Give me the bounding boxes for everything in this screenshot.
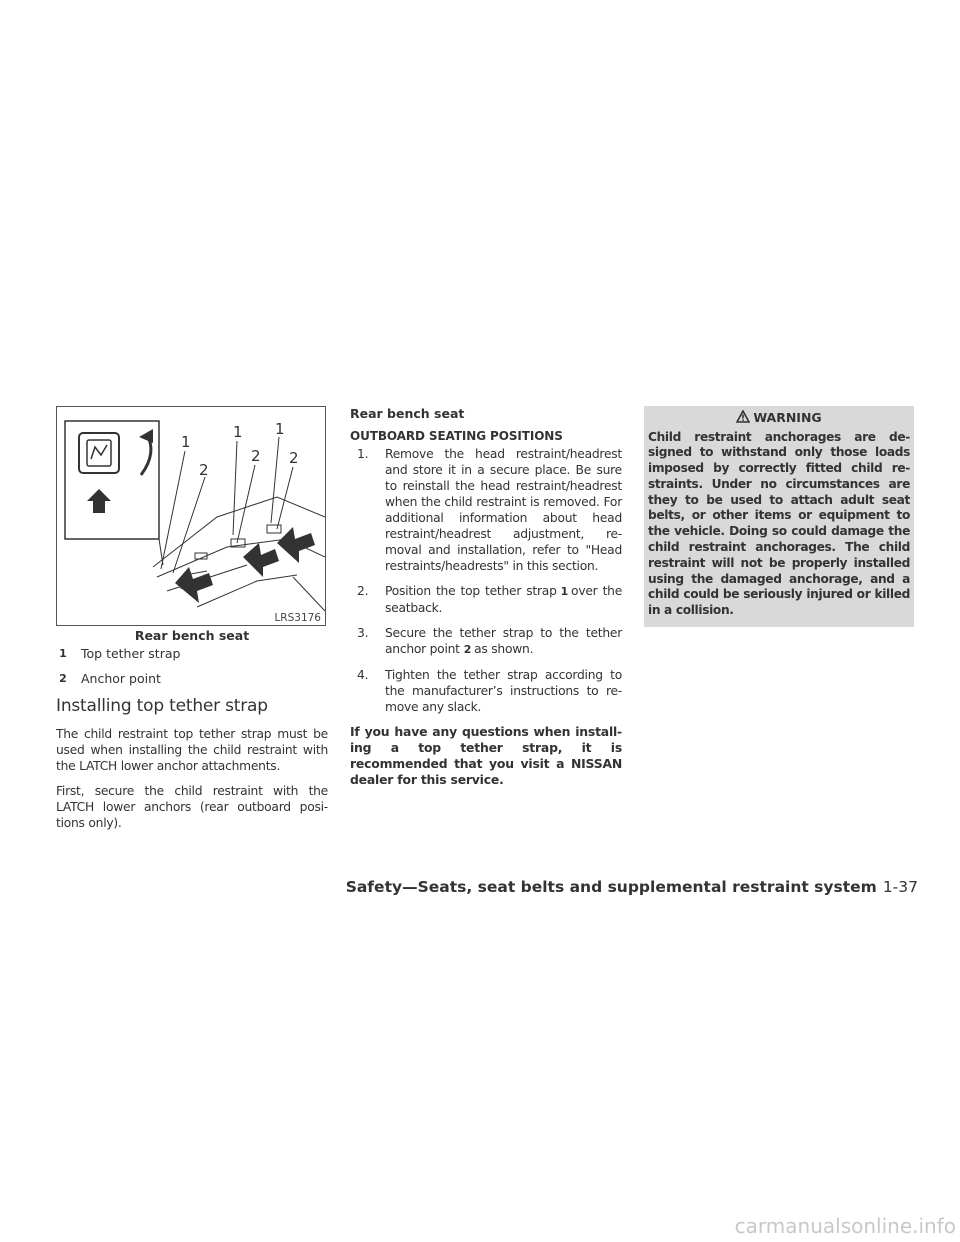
inline-callout-number: 2 [463,643,472,656]
seat-illustration [57,407,325,625]
warning-box [644,406,914,627]
step-item [350,583,622,616]
warning-title: WARNING [753,410,822,425]
legend-label: Top tether strap [81,646,181,661]
step-text: Position the top tether strap [385,584,557,598]
legend-item [56,671,328,687]
step-text: Tighten the tether strap according to the manufacturer’s instructions to re-move any slack. [385,668,622,714]
step-text: as shown. [474,642,534,656]
seat-anchor-figure [56,406,326,626]
step-item [350,667,622,715]
legend-number: 2 [59,672,67,685]
step-item [350,625,622,658]
caps-heading: OUTBOARD SEATING POSITIONS [350,429,563,443]
figure-code: LRS3176 [274,612,321,624]
page-number: 1-37 [882,878,918,896]
callout-1b: 1 [233,423,243,441]
callout-2b: 2 [251,447,261,465]
callout-2c: 2 [289,449,299,467]
steps-list [350,446,622,715]
callout-2a: 2 [199,461,209,479]
subheading: Rear bench seat [350,406,465,421]
warning-triangle-icon [736,408,750,430]
callout-1c: 1 [275,420,285,438]
watermark: carmanualsonline.info [734,1214,956,1238]
inline-callout-number: 1 [560,585,569,598]
intro-paragraph: First, secure the child restraint with the LATCH lower anchors (rear outboard posi-tions only). [56,784,328,830]
legend-item [56,646,328,662]
intro-paragraph: The child restraint top tether strap must be used when installing the child restraint with the LATCH lower anchor attachments. [56,727,328,773]
left-column [56,406,328,840]
step-text: over the seatback. [385,584,623,615]
section-title: Installing top tether strap [56,696,268,716]
page-footer [346,878,918,896]
step-text: Remove the head restraint/headrest and store it in a secure place. Be sure to reinstall the head restraint/headrest when the child restraint is removed. For additional information about head restraint/headrest adjustment, re-moval and installation, refer to "Head restraints/headrests" in this section. [385,447,622,573]
right-column [644,406,914,627]
footer-section-title: Safety—Seats, seat belts and supplemental restraint system [345,878,877,896]
dealer-note: If you have any questions when install-ing a top tether strap, it is recommended that you visit a NISSAN dealer for this service. [350,724,622,787]
legend-number: 1 [59,647,67,660]
legend-label: Anchor point [81,671,161,686]
step-index: 1. [357,447,369,461]
callout-1a: 1 [181,433,191,451]
warning-text: Child restraint anchorages are de-signed to withstand only those loads imposed by correctly fitted child re-straints. Under no circumstances are they to be used to attach adult seat belts, or other items or equipment to the vehicle. Doing so could damage the child restraint anchorages. The child restraint will not be properly installed using the damaged anchorage, and a child could be seriously injured or killed in a collision. [648,429,910,618]
step-index: 2. [357,584,369,598]
middle-column [350,406,622,788]
step-item [350,446,622,574]
figure-caption: Rear bench seat [134,628,250,643]
step-index: 3. [357,626,369,640]
step-index: 4. [357,668,369,682]
warning-header [648,406,910,430]
step-text: Secure the tether strap to the tether anchor point [385,626,622,656]
